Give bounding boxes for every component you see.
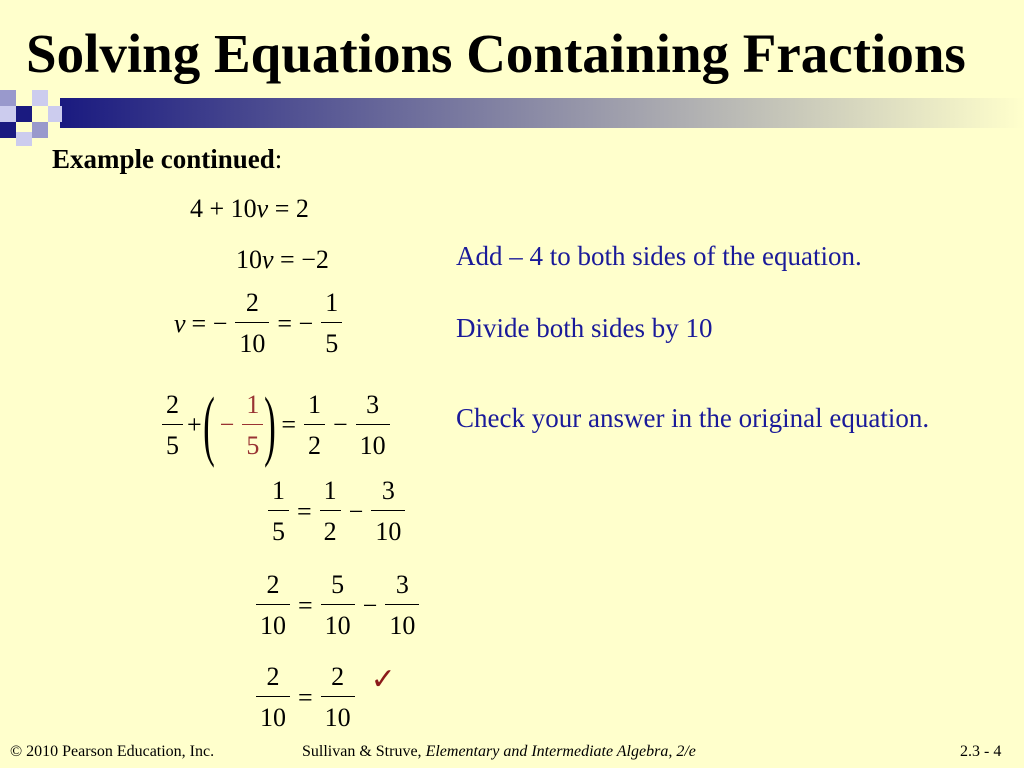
fraction: $\frac{2}{5}$ — [162, 390, 183, 461]
fraction: $\frac{5}{10}$ — [321, 570, 355, 641]
note-divide: Divide both sides by 10 — [456, 313, 713, 343]
fraction: $\frac{1}{2}$ — [320, 476, 341, 547]
example-subtitle-colon: : — [274, 144, 283, 174]
fraction-substituted-value: $\frac{1}{5}$ — [242, 390, 263, 461]
example-subtitle-bold: Example continued — [52, 144, 275, 174]
slide-title: Solving Equations Containing Fractions — [26, 23, 966, 84]
equation-check-step-2: $\frac{2}{10}$ = $\frac{5}{10}$ − $\frac{3}{10}$ — [254, 570, 421, 641]
note-check: Check your answer in the original equation. — [456, 403, 930, 433]
note-add: Add – 4 to both sides of the equation. — [456, 241, 862, 271]
fraction: $\frac{1}{5}$ — [321, 288, 342, 359]
footer-page-number: 2.3 - 4 — [960, 743, 1002, 760]
left-paren: ( — [202, 381, 215, 468]
footer-source-title: Elementary and Intermediate Algebra, 2/e — [425, 743, 696, 760]
equation-check-substitution: $\frac{2}{5}$ + ( − $\frac{1}{5}$ ) = $\frac{1}{2}$ − $\frac{3}{10}$ — [160, 386, 392, 464]
footer-copyright: © 2010 Pearson Education, Inc. — [10, 743, 215, 760]
footer-source — [302, 743, 696, 761]
fraction: $\frac{3}{10}$ — [356, 390, 390, 461]
checkmark-icon: ✓ — [370, 663, 396, 696]
decorative-banner — [0, 88, 1024, 150]
right-paren: ) — [264, 381, 277, 468]
fraction: $\frac{3}{10}$ — [371, 476, 405, 547]
fraction: $\frac{1}{5}$ — [268, 476, 289, 547]
fraction: $\frac{2}{10}$ — [235, 288, 269, 359]
fraction: $\frac{2}{10}$ — [256, 662, 290, 733]
equation-check-result: $\frac{2}{10}$ = $\frac{2}{10}$ ✓ — [254, 662, 396, 733]
example-subtitle — [52, 144, 282, 175]
equation-step-1: 4 + 10v = 2 — [190, 194, 309, 223]
fraction: $\frac{3}{10}$ — [385, 570, 419, 641]
footer-source-authors: Sullivan & Struve, — [302, 743, 426, 760]
fraction: $\frac{2}{10}$ — [321, 662, 355, 733]
equation-check-step-1: $\frac{1}{5}$ = $\frac{1}{2}$ − $\frac{3}{10}$ — [266, 476, 407, 547]
fraction: $\frac{2}{10}$ — [256, 570, 290, 641]
fraction: $\frac{1}{2}$ — [304, 390, 325, 461]
equation-step-3: v = − $\frac{2}{10}$ = − $\frac{1}{5}$ — [174, 288, 344, 359]
equation-step-2: 10v = −2 — [236, 245, 329, 274]
